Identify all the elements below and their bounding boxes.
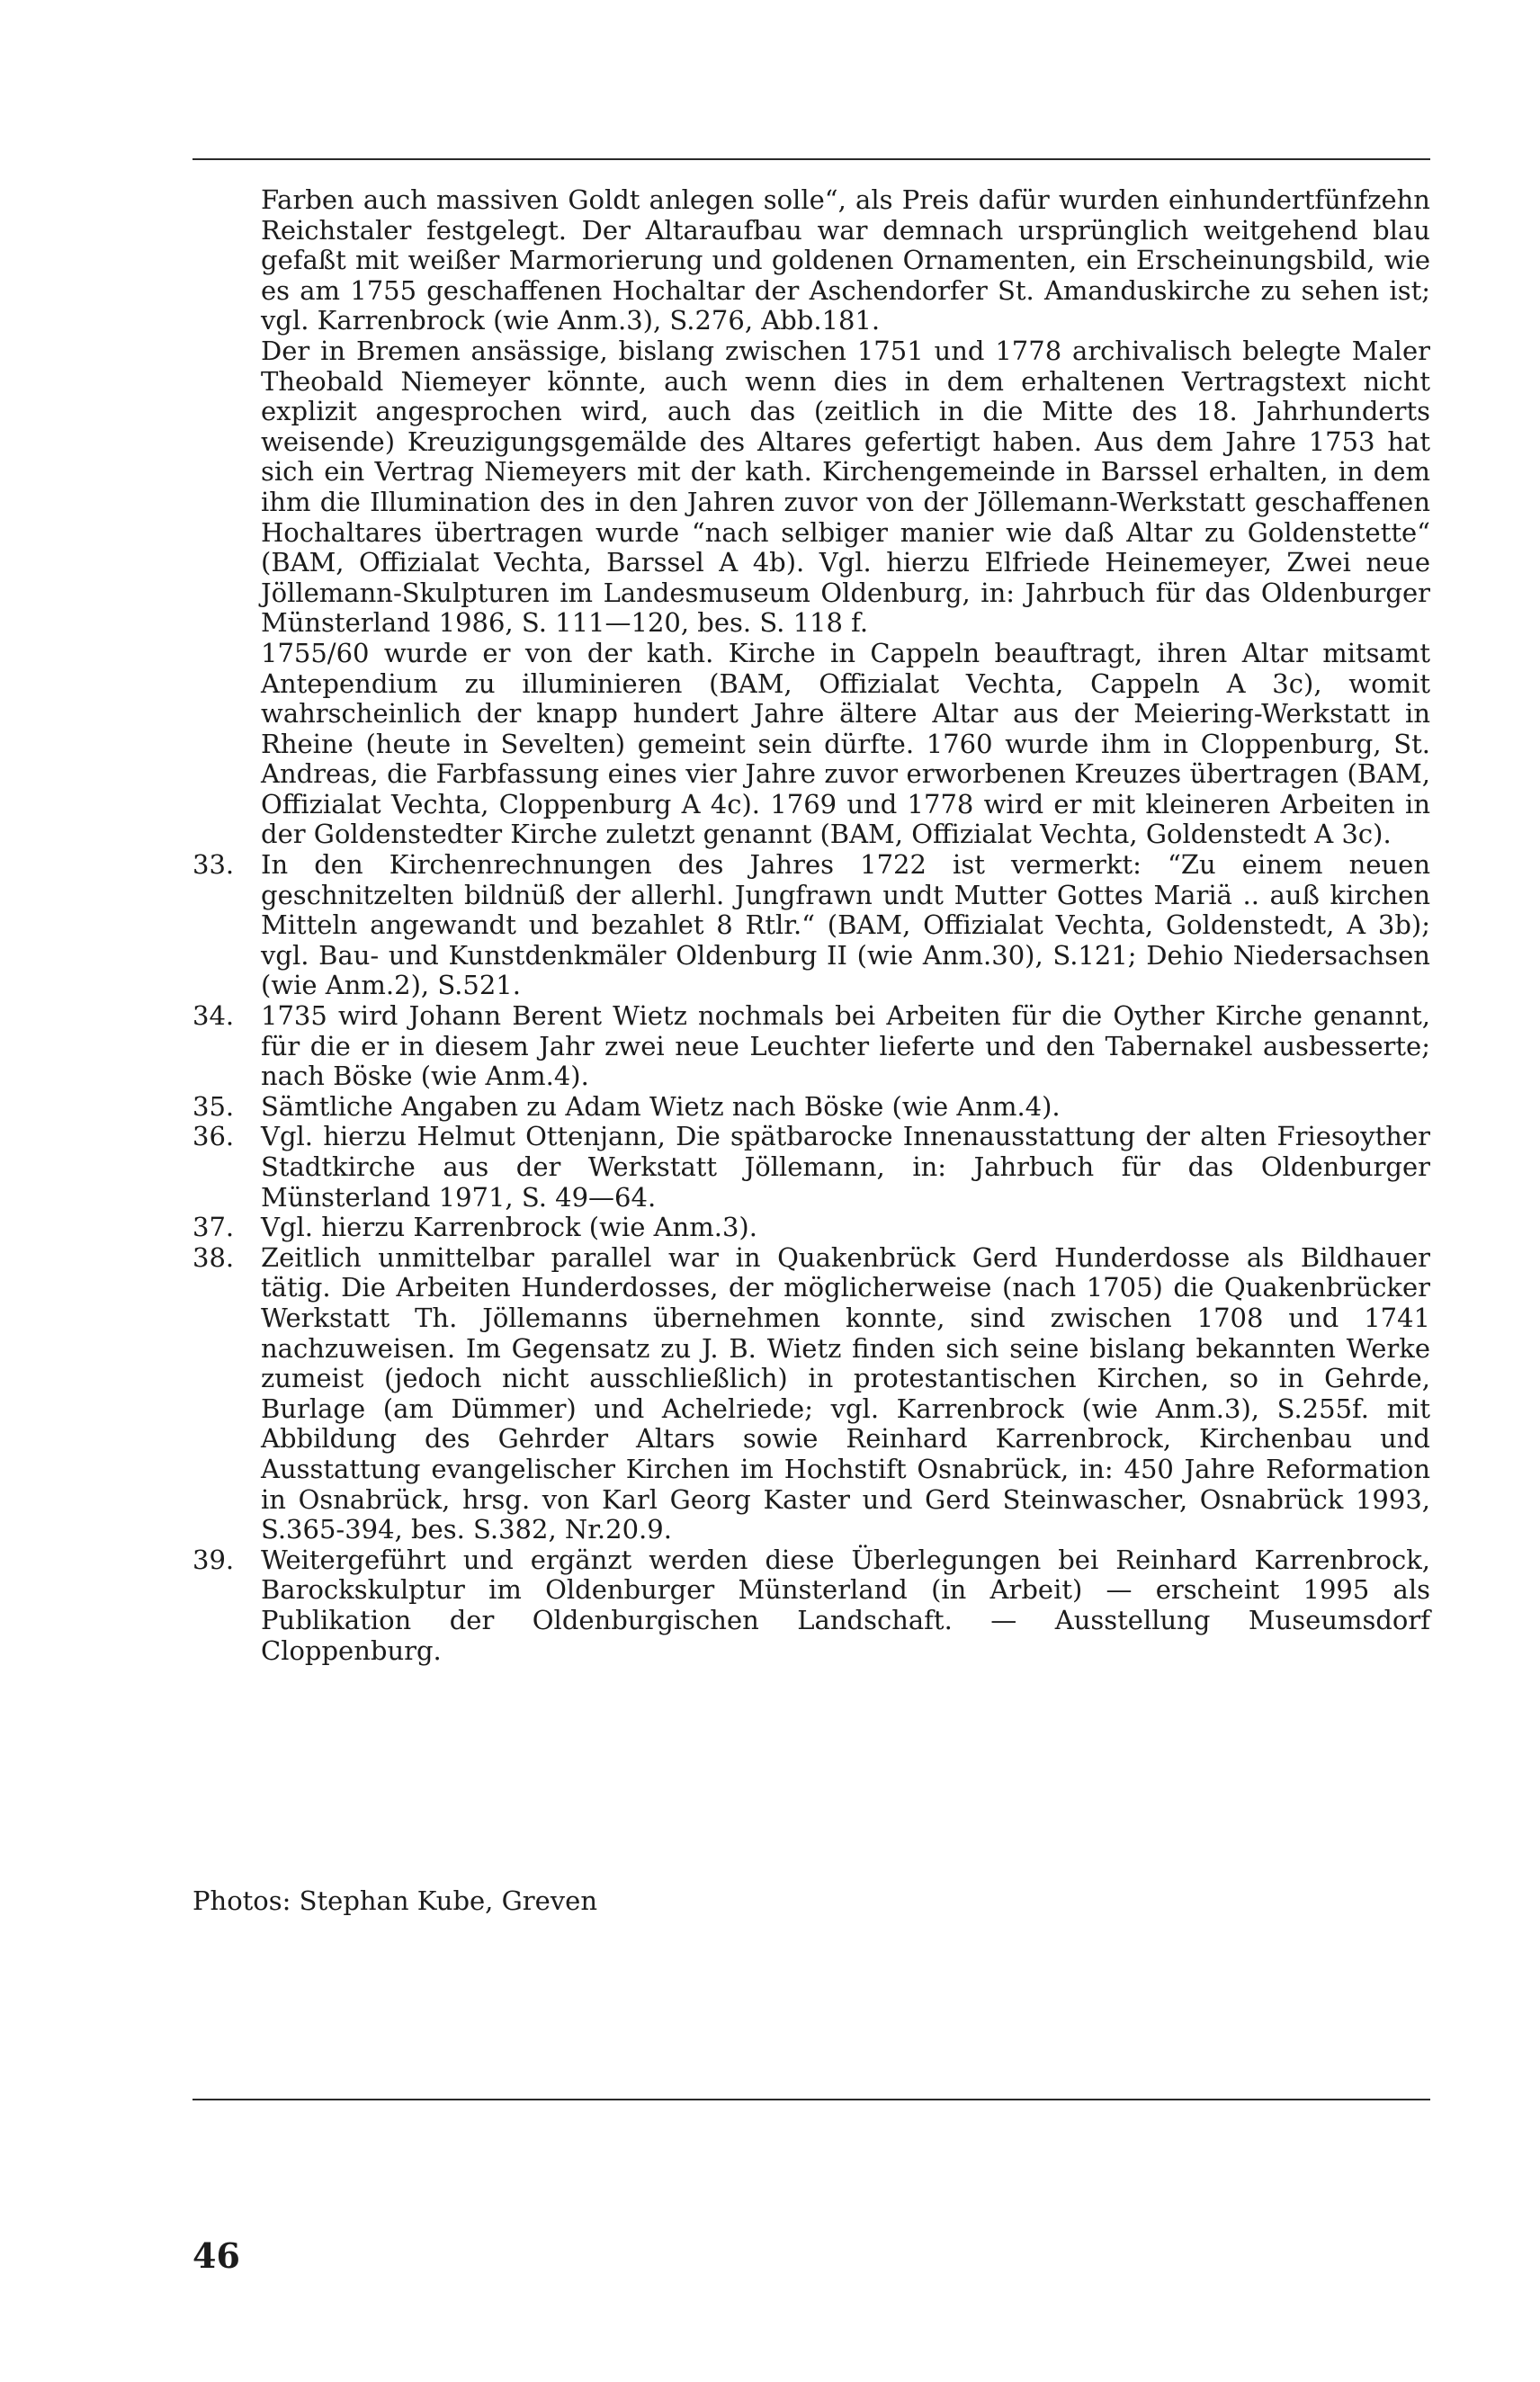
- top-rule: [192, 158, 1430, 160]
- photo-credit: Photos: Stephan Kube, Greven: [192, 1885, 598, 1916]
- footnote-34: [192, 1001, 1430, 1092]
- footnote-37: [192, 1213, 1430, 1243]
- note-paragraph: Der in Bremen ansässige, bislang zwischen 1751 und 1778 archivalisch belegte Maler Theobald Niemeyer könnte, auch wenn dies in dem erhaltenen Vertragstext nicht explizit angesprochen wird, auch das (zeitlich in die Mitte des 18. Jahrhunderts weisende) Kreuzigungsgemälde des Altares gefertigt haben. Aus dem Jahre 1753 hat sich ein Vertrag Niemeyers mit der kath. Kirchengemeinde in Barssel erhalten, in dem ihm die Illumination des in den Jahren zuvor von der Jöllemann-Werkstatt geschaffenen Hochaltares übertragen wurde “nach selbiger manier wie daß Altar zu Goldenstette“ (BAM, Offizialat Vechta, Barssel A 4b). Vgl. hierzu Elfriede Heinemeyer, Zwei neue Jöllemann-Skulpturen im Landesmuseum Oldenburg, in: Jahrbuch für das Oldenburger Münsterland 1986, S. 111—120, bes. S. 118 f.: [261, 335, 1430, 639]
- note-paragraph: 1755/60 wurde er von der kath. Kirche in Cappeln beauftragt, ihren Altar mitsamt Antependium zu illuminieren (BAM, Offizialat Vechta, Cappeln A 3c), womit wahrscheinlich der knapp hundert Jahre ältere Altar aus der Meiering-Werkstatt in Rheine (heute in Sevelten) gemeint sein dürfte. 1760 wurde ihm in Cloppenburg, St. Andreas, die Farbfassung eines vier Jahre zuvor erworbenen Kreuzes übertragen (BAM, Offizialat Vechta, Cloppenburg A 4c). 1769 und 1778 wird er mit kleineren Arbeiten in der Goldenstedter Kirche zuletzt genannt (BAM, Offizialat Vechta, Goldenstedt A 3c).: [261, 637, 1430, 850]
- footnote-text: 1735 wird Johann Berent Wietz nochmals bei Arbeiten für die Oyther Kirche genannt, für die er in diesem Jahr zwei neue Leuchter lieferte und den Tabernakel ausbesserte; nach Böske (wie Anm.4).: [261, 1000, 1430, 1092]
- footnote-text: Vgl. hierzu Helmut Ottenjann, Die spätbarocke Innenausstattung der alten Friesoyther Stadtkirche aus der Werkstatt Jöllemann, in: Jahrbuch für das Oldenburger Münsterland 1971, S. 49—64.: [261, 1121, 1430, 1213]
- bottom-rule: [192, 2099, 1430, 2100]
- footnote-number: 39.: [192, 1544, 235, 1575]
- footnote-text: Sämtliche Angaben zu Adam Wietz nach Böske (wie Anm.4).: [261, 1090, 1061, 1122]
- footnote-text: In den Kirchenrechnungen des Jahres 1722 ist vermerkt: “Zu einem neuen geschnitzelten bildnüß der allerhl. Jungfrawn undt Mutter Gottes Mariä .. auß kirchen Mitteln angewandt und bezahlet 8 Rtlr.“ (BAM, Offizialat Vechta, Goldenstedt, A 3b); vgl. Bau- und Kunstdenkmäler Oldenburg II (wie Anm.30), S.121; Dehio Niedersachsen (wie Anm.2), S.521.: [261, 849, 1430, 1001]
- footnote-text: Vgl. hierzu Karrenbrock (wie Anm.3).: [261, 1212, 757, 1243]
- footnote-38: [192, 1243, 1430, 1545]
- footnote-continued: [192, 185, 1430, 850]
- footnote-number: 35.: [192, 1090, 235, 1122]
- footnote-36: [192, 1122, 1430, 1213]
- footnote-33: [192, 850, 1430, 1001]
- footnote-number: 37.: [192, 1212, 235, 1243]
- footnote-number: 36.: [192, 1121, 235, 1152]
- footnote-39: [192, 1545, 1430, 1666]
- footnotes: [192, 185, 1430, 1666]
- footnote-text: Weitergeführt und ergänzt werden diese Überlegungen bei Reinhard Karrenbrock, Barockskulptur im Oldenburger Münsterland (in Arbeit) — erscheint 1995 als Publikation der Oldenburgischen Landschaft. — Ausstellung Museumsdorf Cloppenburg.: [261, 1544, 1430, 1666]
- footnote-35: [192, 1092, 1430, 1123]
- note-paragraph: Farben auch massiven Goldt anlegen solle“, als Preis dafür wurden einhundertfünfzehn Reichstaler festgelegt. Der Altaraufbau war demnach ursprünglich weitgehend blau gefaßt mit weißer Marmorierung und goldenen Ornamenten, ein Erscheinungsbild, wie es am 1755 geschaffenen Hochaltar der Aschendorfer St. Amanduskirche zu sehen ist; vgl. Karrenbrock (wie Anm.3), S.276, Abb.181.: [261, 184, 1430, 336]
- page-number: 46: [192, 2235, 240, 2276]
- footnote-number: 38.: [192, 1241, 235, 1273]
- footnote-number: 33.: [192, 849, 235, 881]
- footnote-number: 34.: [192, 1000, 235, 1032]
- footnote-text: Zeitlich unmittelbar parallel war in Quakenbrück Gerd Hunderdosse als Bildhauer tätig. Die Arbeiten Hunderdosses, der möglicherweise (nach 1705) die Quakenbrücker Werkstatt Th. Jöllemanns übernehmen konnte, sind zwischen 1708 und 1741 nachzuweisen. Im Gegensatz zu J. B. Wietz finden sich seine bislang bekannten Werke zumeist (jedoch nicht ausschließlich) in protestantischen Kirchen, so in Gehrde, Burlage (am Dümmer) und Achelriede; vgl. Karrenbrock (wie Anm.3), S.255f. mit Abbildung des Gehrder Altars sowie Reinhard Karrenbrock, Kirchenbau und Ausstattung evangelischer Kirchen im Hochstift Osnabrück, in: 450 Jahre Reformation in Osnabrück, hrsg. von Karl Georg Kaster und Gerd Steinwascher, Osnabrück 1993, S.365-394, bes. S.382, Nr.20.9.: [261, 1241, 1430, 1545]
